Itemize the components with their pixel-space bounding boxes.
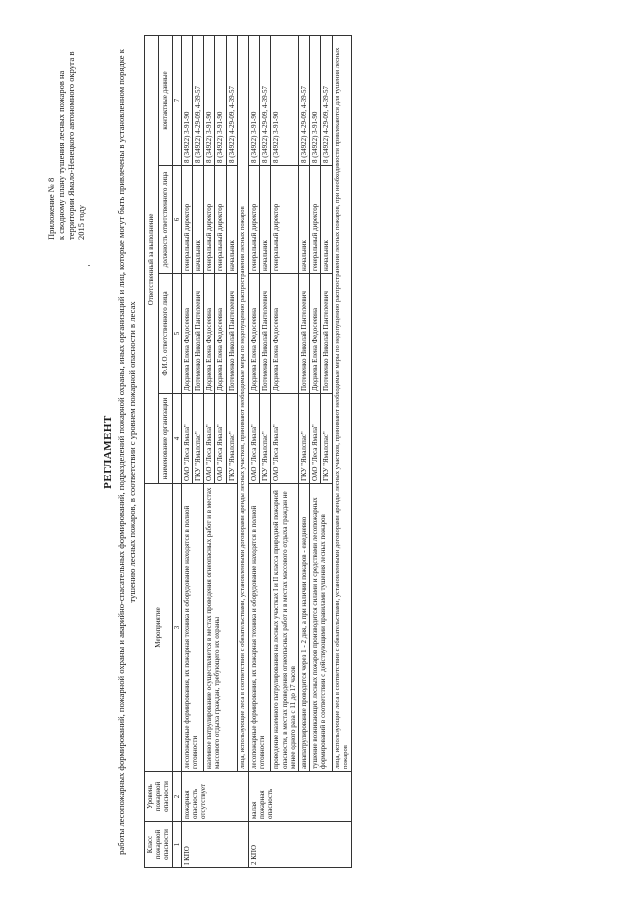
position-cell: начальник	[299, 166, 310, 274]
header-contacts: контактные данные	[158, 35, 172, 165]
header-row-1	[145, 35, 159, 867]
org-cell: ГКУ "Ямалспас"	[260, 394, 271, 484]
table-row	[332, 35, 351, 867]
org-cell: ОАО "Леса Ямала"	[249, 394, 260, 484]
note-cell: лица, использующие леса в соответствии с обязательствами, установленными договорами аренды лесных участков, принимают необходимые меры по недопущению распространения лесных пожаров, при необходимости привлекаются для тушения лесных пожаров	[332, 35, 351, 771]
contacts-cell: 8 (34922) 3-91-90	[215, 35, 226, 165]
measure-cell: наземное патрулирование осуществляется в местах проведения огнеопасных работ и в местах массового отдыха граждан, требующего их охраны	[204, 484, 238, 772]
class-cell: 2 КПО	[249, 822, 352, 868]
contacts-cell: 8 (34922) 4-29-09, 4-39-57	[299, 35, 310, 165]
level-cell: малая пожарная опасность	[249, 772, 352, 822]
position-cell: генеральный директор	[310, 166, 321, 274]
contacts-cell: 8 (34922) 4-29-09, 4-39-57	[193, 35, 204, 165]
position-cell: начальник	[193, 166, 204, 274]
org-cell: ГКУ "Ямалспас"	[226, 394, 237, 484]
column-number: 6	[172, 166, 181, 274]
table-row	[204, 35, 215, 867]
measure-cell: проведение наземного патрулирования на лесных участках I и II класса природной пожарной опасности, в местах проведения огнеопасных работ и в местах массового отдыха граждан не менее одного раза с 11 до 17 часов	[271, 484, 299, 772]
header-fio: Ф.И.О. ответственного лица	[158, 274, 172, 394]
contacts-cell: 8 (34922) 3-91-90	[271, 35, 299, 165]
contacts-cell: 8 (34922) 3-91-90	[249, 35, 260, 165]
header-responsible: Ответственный за выполнение	[145, 35, 159, 483]
column-number: 5	[172, 274, 181, 394]
position-cell: генеральный директор	[215, 166, 226, 274]
measure-cell: тушение возникающих лесных пожаров производится силами и средствами лесопожарных формирований в соответствии с действующими правилами тушения лесных пожаров	[310, 484, 332, 772]
fio-cell: Дюднева Елена Федосеевна	[181, 274, 192, 394]
column-numbers-row	[172, 35, 181, 867]
fio-cell: Дюднева Елена Федосеевна	[271, 274, 299, 394]
fio-cell: Потеменко Николай Пантелеевич	[321, 274, 332, 394]
org-cell: ГКУ "Ямалспас"	[321, 394, 332, 484]
level-cell: пожарная опасность отсутствует	[181, 772, 248, 822]
fio-cell: Дюднева Елена Федосеевна	[310, 274, 321, 394]
appendix-line-4: 2015 году	[76, 205, 86, 240]
measure-cell: лесопожарные формирования, их пожарная техника и оборудование находятся в полной готовности	[249, 484, 271, 772]
org-cell: ГКУ "Ямалспас"	[299, 394, 310, 484]
position-cell: генеральный директор	[204, 166, 215, 274]
note-cell: лица, использующие леса в соответствии с обязательствами, установленными договорами аренды лесных участков, принимают необходимые меры по недопущению распространения лесных пожаров	[237, 35, 248, 771]
org-cell: ОАО "Леса Ямала"	[204, 394, 215, 484]
contacts-cell: 8 (34922) 3-91-90	[204, 35, 215, 165]
fio-cell: Потеменко Николай Пантелеевич	[226, 274, 237, 394]
contacts-cell: 8 (34922) 4-29-09, 4-39-57	[321, 35, 332, 165]
appendix-number: Приложение № 8	[46, 177, 56, 240]
fio-cell: Потеменко Николай Пантелеевич	[260, 274, 271, 394]
header-measure: Мероприятие	[145, 484, 173, 772]
fio-cell: Потеменко Николай Пантелеевич	[193, 274, 204, 394]
appendix-line-2: к сводному плану тушения лесных пожаров на	[56, 70, 66, 240]
position-cell: генеральный директор	[249, 166, 260, 274]
table-row	[299, 35, 310, 867]
measure-cell: лесопожарные формирования, их пожарная техника и оборудование находятся в полной готовности	[181, 484, 203, 772]
regulation-table	[144, 35, 352, 868]
rotated-page	[40, 22, 600, 882]
org-cell: ОАО "Леса Ямала"	[215, 394, 226, 484]
position-cell: начальник	[226, 166, 237, 274]
column-number: 3	[172, 484, 181, 772]
header-org: наименование организации	[158, 394, 172, 484]
table-row	[271, 35, 299, 867]
fio-cell: Дюднева Елена Федосеевна	[204, 274, 215, 394]
org-cell: ОАО "Леса Ямала"	[181, 394, 192, 484]
fio-cell: Дюднева Елена Федосеевна	[215, 274, 226, 394]
table-row	[249, 35, 260, 867]
appendix-block	[46, 30, 86, 240]
table-row	[310, 35, 321, 867]
position-cell: начальник	[260, 166, 271, 274]
contacts-cell: 8 (34922) 4-29-09, 4-39-57	[260, 35, 271, 165]
column-number: 2	[172, 772, 181, 822]
column-number: 1	[172, 822, 181, 868]
position-cell: генеральный директор	[271, 166, 299, 274]
contacts-cell: 8 (34922) 3-91-90	[181, 35, 192, 165]
position-cell: начальник	[321, 166, 332, 274]
measure-cell: авиапатрулирование проводится через 1 - 2 дня, а при наличии пожаров - ежедневно	[299, 484, 310, 772]
table-row	[181, 35, 192, 867]
org-cell: ОАО "Леса Ямала"	[310, 394, 321, 484]
column-number: 7	[172, 35, 181, 165]
contacts-cell: 8 (34922) 4-29-09, 4-39-57	[226, 35, 237, 165]
header-position: должность ответственного лица	[158, 166, 172, 274]
document-subtitle: работы лесопожарных формирований, пожарной охраны и аварийно-спасательных формирований, подразделений пожарной охраны, иных организаций и лиц, которые могут быть привлечены в установленном порядке к тушению лесных пожаров, в соответствии с уровнем пожарной опасности в лесах	[116, 49, 137, 855]
appendix-line-3: территории Ямало-Ненецкого автономного округа в	[66, 51, 76, 240]
contacts-cell: 8 (34922) 3-91-90	[310, 35, 321, 165]
org-cell: ГКУ "Ямалспас"	[193, 394, 204, 484]
org-cell: ОАО "Леса Ямала"	[271, 394, 299, 484]
header-level: Уровень пожарной опасности	[145, 772, 173, 822]
header-class: Класс пожарной опасности	[145, 822, 173, 868]
document-title: РЕГЛАМЕНТ	[102, 415, 114, 489]
fio-cell: Потеменко Николай Пантелеевич	[299, 274, 310, 394]
class-cell: I КПО	[181, 822, 248, 868]
fio-cell: Дюднева Елена Федосеевна	[249, 274, 260, 394]
position-cell: генеральный директор	[181, 166, 192, 274]
column-number: 4	[172, 394, 181, 484]
table-row	[237, 35, 248, 867]
